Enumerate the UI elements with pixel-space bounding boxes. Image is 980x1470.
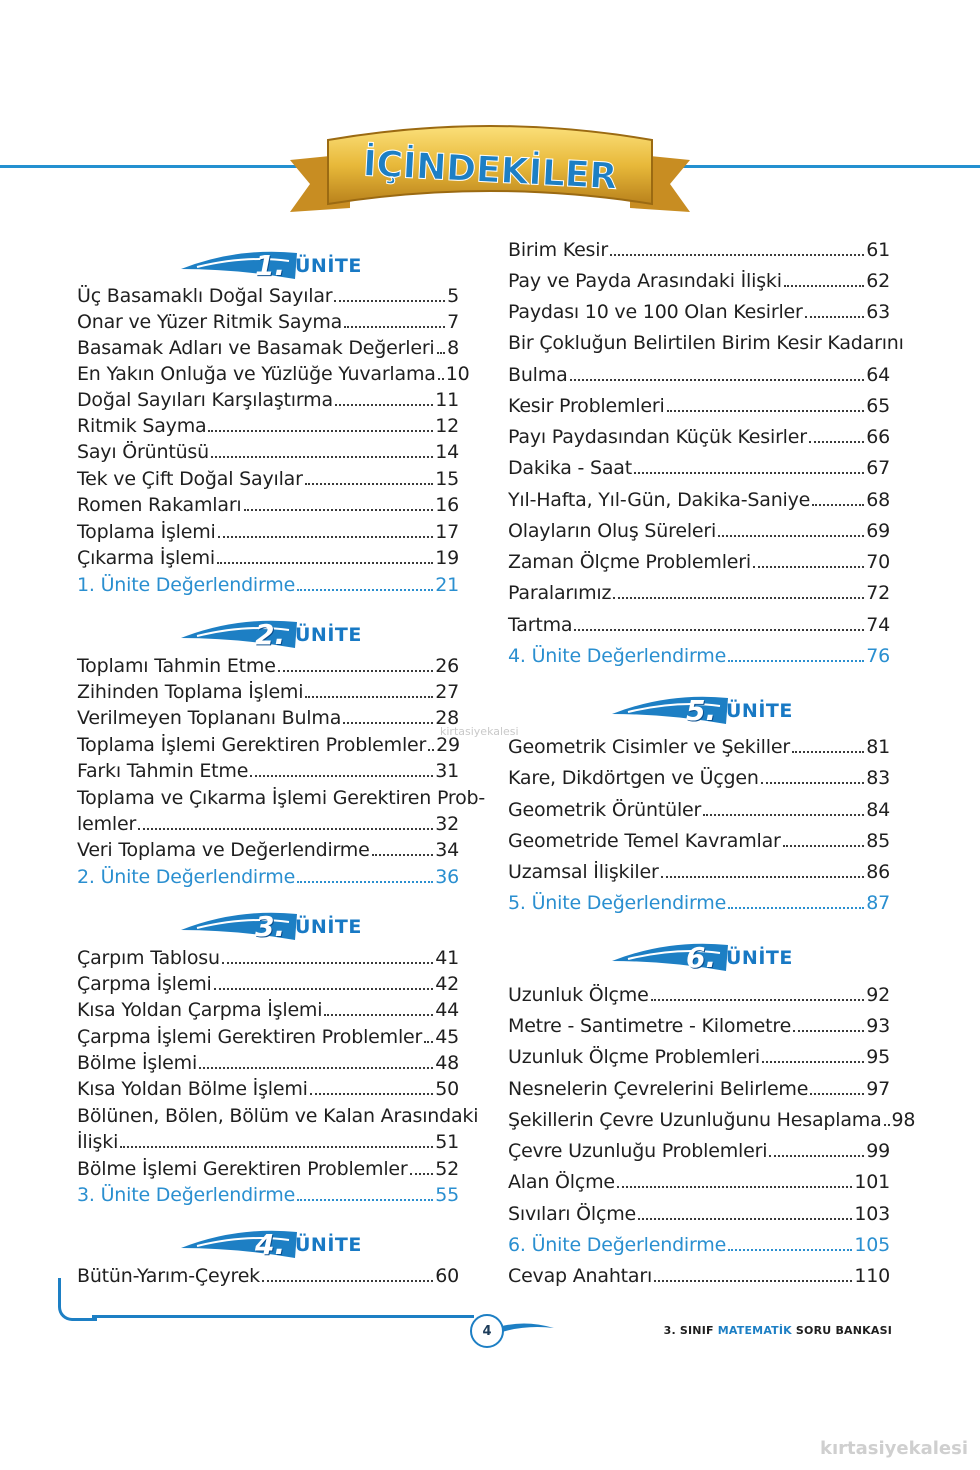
toc-entry[interactable]: Kısa Yoldan Çarpma İşlemi 44 [77,999,459,1021]
toc-entry[interactable]: Şekillerin Çevre Uzunluğunu Hesaplama 98 [508,1109,916,1131]
toc-entry[interactable]: Birim Kesir 61 [508,239,890,261]
unit-6-header [608,937,808,977]
unit-number: 6. [686,941,717,974]
toc-entry[interactable]: Paralarımız 72 [508,582,890,604]
watermark: kırtasiyekalesi [820,1438,968,1459]
toc-entry[interactable]: Geometride Temel Kavramlar 85 [508,830,890,852]
unit-label: ÜNİTE [295,1234,362,1256]
watermark: kirtasiyekalesi [440,725,519,738]
toc-entry[interactable]: İlişki 51 [77,1131,459,1153]
toc-entry[interactable]: Sayı Örüntüsü 14 [77,441,459,463]
toc-entry[interactable]: En Yakın Onluğa ve Yüzlüğe Yuvarlama 10 [77,363,470,385]
toc-entry-review[interactable]: 1. Ünite Değerlendirme 21 [77,574,459,596]
toc-entry[interactable]: Dakika - Saat 67 [508,457,890,479]
toc-entry[interactable]: Zaman Ölçme Problemleri 70 [508,551,890,573]
toc-entry[interactable]: Geometrik Örüntüler 84 [508,799,890,821]
toc-entry[interactable]: Pay ve Payda Arasındaki İlişki 62 [508,270,890,292]
toc-entry[interactable]: Üç Basamaklı Doğal Sayılar 5 [77,285,459,307]
toc-entry-review[interactable]: 6. Ünite Değerlendirme 105 [508,1234,890,1256]
toc-entry-review[interactable]: 2. Ünite Değerlendirme 36 [77,866,459,888]
toc-entry[interactable]: Bulma 64 [508,364,890,386]
toc-right-column [508,0,916,1300]
toc-entry[interactable]: Yıl-Hafta, Yıl-Gün, Dakika-Saniye 68 [508,489,890,511]
toc-entry[interactable]: Olayların Oluş Süreleri 69 [508,520,890,542]
unit-label: ÜNİTE [726,700,793,722]
toc-entry-review[interactable]: 5. Ünite Değerlendirme 87 [508,892,890,914]
unit-label: ÜNİTE [295,624,362,646]
toc-entry[interactable]: Bölme İşlemi 48 [77,1052,459,1074]
toc-entry[interactable]: Doğal Sayıları Karşılaştırma 11 [77,389,459,411]
toc-entry[interactable]: Paydası 10 ve 100 Olan Kesirler 63 [508,301,890,323]
unit-number: 5. [686,694,717,727]
toc-entry[interactable]: Alan Ölçme 101 [508,1171,890,1193]
toc-entry[interactable]: Tartma 74 [508,614,890,636]
toc-entry[interactable]: Tek ve Çift Doğal Sayılar 15 [77,468,459,490]
toc-entry[interactable]: Veri Toplama ve Değerlendirme 34 [77,839,459,861]
toc-entry[interactable]: Bütün-Yarım-Çeyrek 60 [77,1265,459,1287]
unit-label: ÜNİTE [726,947,793,969]
unit-number: 1. [255,249,286,282]
toc-entry-review[interactable]: 4. Ünite Değerlendirme 76 [508,645,890,667]
toc-entry[interactable]: Sıvıları Ölçme 103 [508,1203,890,1225]
toc-entry[interactable]: Çarpma İşlemi 42 [77,973,459,995]
toc-entry[interactable]: Toplama İşlemi Gerektiren Problemler 29 [77,734,460,756]
toc-entry[interactable]: Toplama İşlemi 17 [77,521,459,543]
unit-5-header [608,690,808,730]
unit-4-header [177,1224,377,1264]
toc-entry[interactable]: Cevap Anahtarı 110 [508,1265,890,1287]
footer-rule [92,1315,474,1318]
toc-entry[interactable]: Ritmik Sayma 12 [77,415,459,437]
toc-entry[interactable]: Kare, Dikdörtgen ve Üçgen 83 [508,767,890,789]
toc-entry[interactable]: Farkı Tahmin Etme 31 [77,760,459,782]
unit-number: 2. [255,618,286,651]
toc-entry[interactable]: Çevre Uzunluğu Problemleri 99 [508,1140,890,1162]
toc-entry[interactable]: Basamak Adları ve Basamak Değerleri 8 [77,337,459,359]
toc-entry[interactable]: Kesir Problemleri 65 [508,395,890,417]
toc-entry[interactable]: lemler 32 [77,813,459,835]
toc-entry-line1[interactable]: Bölünen, Bölen, Bölüm ve Kalan Arasındaki [77,1105,479,1127]
toc-entry[interactable]: Uzunluk Ölçme 92 [508,984,890,1006]
page-number: 4 [470,1314,504,1348]
toc-entry[interactable]: Çarpım Tablosu 41 [77,947,459,969]
toc-entry[interactable]: Geometrik Cisimler ve Şekiller 81 [508,736,890,758]
toc-entry-review[interactable]: 3. Ünite Değerlendirme 55 [77,1184,459,1206]
toc-entry[interactable]: Nesnelerin Çevrelerini Belirleme 97 [508,1078,890,1100]
toc-entry[interactable]: Romen Rakamları 16 [77,494,459,516]
toc-entry[interactable]: Çarpma İşlemi Gerektiren Problemler 45 [77,1026,459,1048]
toc-entry[interactable]: Metre - Santimetre - Kilometre 93 [508,1015,890,1037]
toc-entry-line1[interactable]: Bir Çokluğun Belirtilen Birim Kesir Kadarını [508,332,904,354]
page-title: İÇİNDEKİLER [362,143,619,198]
unit-1-header [177,245,377,285]
footer-series: 3. SINIF MATEMATİK SORU BANKASI [663,1324,892,1337]
unit-label: ÜNİTE [295,916,362,938]
toc-entry[interactable]: Verilmeyen Toplananı Bulma 28 [77,707,459,729]
toc-entry-line1[interactable]: Toplama ve Çıkarma İşlemi Gerektiren Prob- [77,787,486,809]
toc-entry[interactable]: Bölme İşlemi Gerektiren Problemler 52 [77,1158,459,1180]
toc-entry[interactable]: Çıkarma İşlemi 19 [77,547,459,569]
unit-number: 3. [255,910,286,943]
toc-entry[interactable]: Kısa Yoldan Bölme İşlemi 50 [77,1078,459,1100]
toc-entry[interactable]: Onar ve Yüzer Ritmik Sayma 7 [77,311,459,333]
unit-number: 4. [255,1228,286,1261]
unit-2-header [177,614,377,654]
toc-entry[interactable]: Payı Paydasından Küçük Kesirler 66 [508,426,890,448]
unit-label: ÜNİTE [295,255,362,277]
unit-3-header [177,906,377,946]
toc-entry[interactable]: Uzamsal İlişkiler 86 [508,861,890,883]
toc-entry[interactable]: Toplamı Tahmin Etme 26 [77,655,459,677]
toc-entry[interactable]: Zihinden Toplama İşlemi 27 [77,681,459,703]
toc-entry[interactable]: Uzunluk Ölçme Problemleri 95 [508,1046,890,1068]
